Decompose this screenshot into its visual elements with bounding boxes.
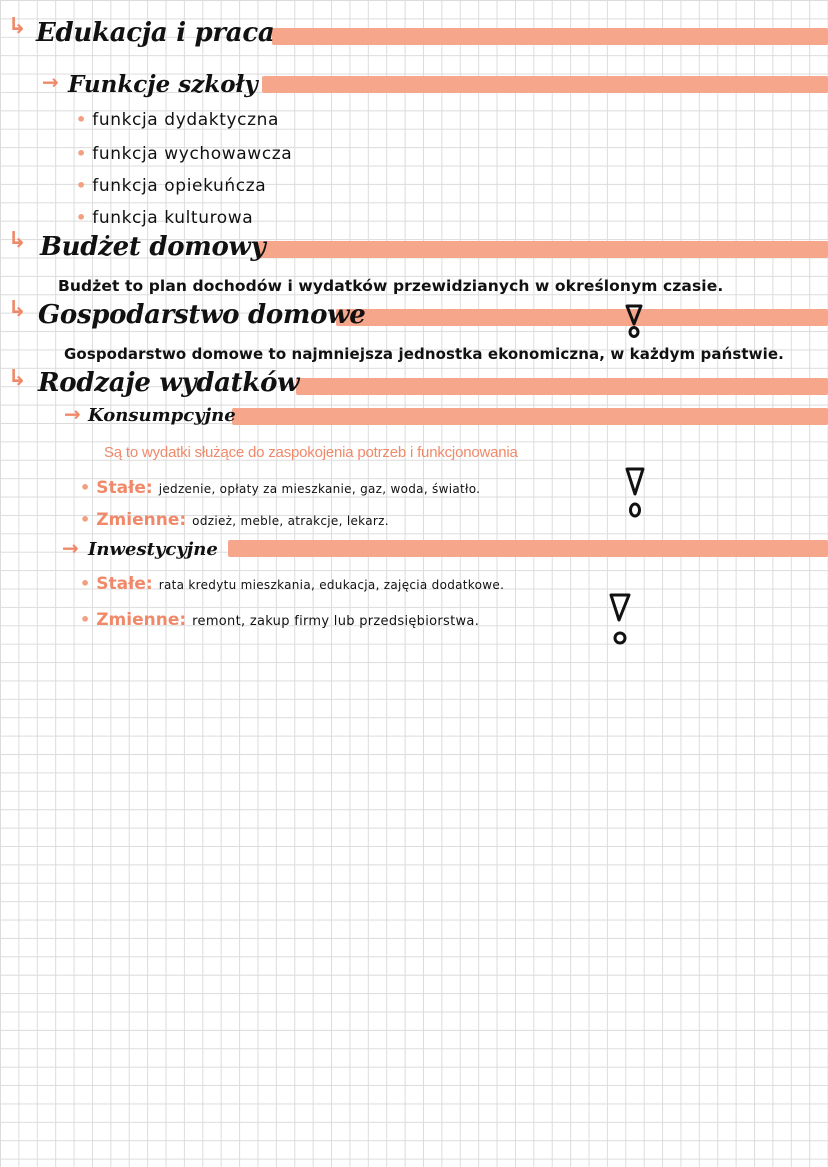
title-highlight-bar — [258, 241, 828, 258]
stale-text: jedzenie, opłaty za mieszkanie, gaz, woda, światło. — [158, 482, 481, 496]
section-title-gospodarstwo: Gospodarstwo domowe — [38, 300, 366, 330]
bullet-icon: • — [80, 574, 91, 593]
exclamation-mark-icon — [608, 592, 632, 648]
gospodarstwo-definition: Gospodarstwo domowe to najmniejsza jednostka ekonomiczna, w każdym państwie. — [64, 345, 784, 363]
subtitle-funkcje-szkoly: Funkcje szkoły — [68, 71, 258, 98]
list-item — [80, 610, 479, 630]
stale-label: Stałe: — [96, 574, 153, 594]
bullet-icon: • — [76, 110, 87, 129]
title-highlight-bar — [272, 28, 828, 45]
list-item — [80, 574, 504, 594]
exclamation-mark-icon — [624, 466, 646, 520]
list-item — [76, 144, 292, 164]
bullet-icon: • — [76, 176, 87, 195]
subtitle-highlight-bar — [262, 76, 828, 93]
subtitle-highlight-bar — [228, 540, 828, 557]
stale-text: rata kredytu mieszkania, edukacja, zajęcia dodatkowe. — [158, 578, 505, 592]
list-item-text: funkcja opiekuńcza — [92, 176, 267, 196]
stale-label: Stałe: — [96, 478, 153, 498]
zmienne-text: remont, zakup firmy lub przedsiębiorstwa. — [192, 614, 480, 629]
bullet-icon: • — [80, 510, 91, 529]
section-title-wydatki: Rodzaje wydatków — [38, 368, 300, 398]
corner-arrow-icon: ↳ — [8, 366, 27, 391]
list-item — [76, 208, 253, 228]
bullet-icon: • — [76, 144, 87, 163]
exclamation-mark-icon — [624, 304, 644, 338]
title-highlight-bar — [296, 378, 828, 395]
right-arrow-icon: → — [64, 402, 81, 426]
right-arrow-icon: → — [42, 70, 59, 94]
list-item-text: funkcja kulturowa — [92, 208, 254, 228]
subtitle-highlight-bar — [232, 408, 828, 425]
konsumpcyjne-note: Są to wydatki służące do zaspokojenia potrzeb i funkcjonowania — [104, 444, 518, 461]
list-item — [80, 478, 480, 498]
bullet-icon: • — [76, 208, 87, 227]
corner-arrow-icon: ↳ — [8, 14, 27, 39]
list-item-text: funkcja dydaktyczna — [92, 110, 279, 130]
section-title-budzet: Budżet domowy — [40, 232, 266, 262]
zmienne-text: odzież, meble, atrakcje, lekarz. — [192, 514, 389, 528]
list-item — [80, 510, 389, 530]
budzet-definition: Budżet to plan dochodów i wydatków przewidzianych w określonym czasie. — [58, 277, 724, 295]
list-item — [76, 110, 279, 130]
bullet-icon: • — [80, 478, 91, 497]
bullet-icon: • — [80, 610, 91, 629]
list-item — [76, 176, 266, 196]
title-highlight-bar — [336, 309, 828, 326]
subtitle-konsumpcyjne: Konsumpcyjne — [88, 405, 236, 426]
subtitle-inwestycyjne: Inwestycyjne — [88, 539, 218, 560]
zmienne-label: Zmienne: — [96, 610, 187, 630]
right-arrow-icon: → — [62, 536, 79, 560]
corner-arrow-icon: ↳ — [8, 297, 27, 322]
zmienne-label: Zmienne: — [96, 510, 187, 530]
section-title-edukacja: Edukacja i praca — [36, 18, 275, 48]
list-item-text: funkcja wychowawcza — [92, 144, 293, 164]
corner-arrow-icon: ↳ — [8, 228, 27, 253]
